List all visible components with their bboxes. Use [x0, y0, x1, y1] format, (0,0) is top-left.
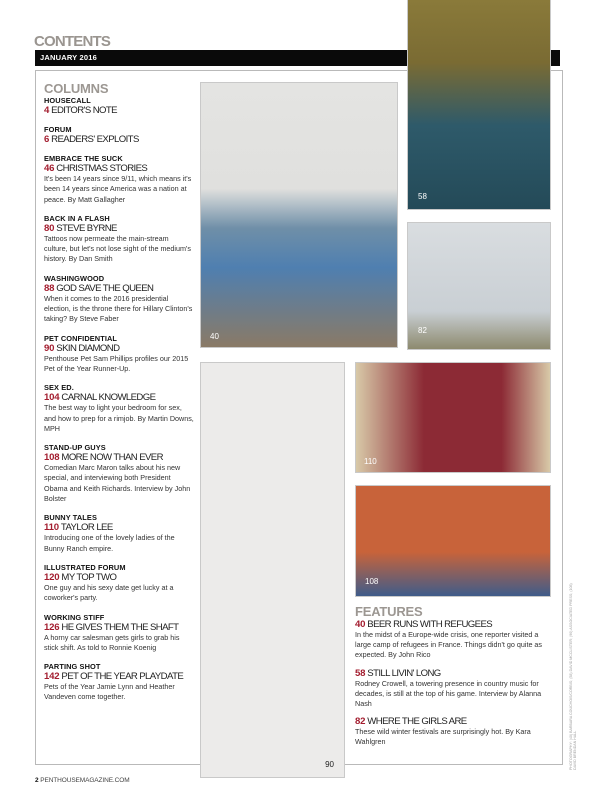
- columns-section: [44, 82, 194, 712]
- photo-placeholder: [356, 486, 550, 596]
- entry-description: Penthouse Pet Sam Phillips profiles our 2015 Pet of the Year Runner-Up.: [44, 353, 189, 373]
- issue-date: JANUARY 2016: [40, 53, 98, 62]
- toc-entry[interactable]: [355, 619, 555, 661]
- photo-refugee-camp[interactable]: [200, 82, 398, 348]
- entry-headline: [44, 163, 194, 174]
- toc-entry[interactable]: [44, 274, 194, 325]
- entry-kicker: PARTING SHOT: [44, 662, 101, 672]
- toc-entry[interactable]: [44, 662, 194, 703]
- entry-title: GOD SAVE THE QUEEN: [56, 282, 154, 294]
- entry-kicker: PET CONFIDENTIAL: [44, 333, 118, 343]
- entry-headline: [44, 283, 194, 294]
- toc-entry[interactable]: [44, 613, 194, 654]
- page-number: 120: [44, 571, 60, 583]
- features-heading: FEATURES: [355, 604, 423, 619]
- entry-description: A horny car salesman gets girls to grab his stick shift. As told to Ronnie Koenig: [44, 632, 180, 652]
- page-footer: [35, 777, 130, 784]
- toc-entry[interactable]: [44, 96, 194, 116]
- entry-title: HE GIVES THEM THE SHAFT: [61, 621, 179, 633]
- entry-title: READERS' EXPLOITS: [51, 134, 139, 145]
- toc-entry[interactable]: [355, 716, 555, 747]
- entry-kicker: SEX ED.: [44, 383, 74, 393]
- photo-placeholder: [201, 363, 344, 777]
- toc-entry[interactable]: [44, 443, 194, 504]
- entry-kicker: BUNNY TALES: [44, 513, 97, 523]
- entry-headline: [355, 716, 555, 727]
- photo-page-label: 82: [418, 326, 427, 335]
- entry-headline: [44, 572, 194, 583]
- page-number: 6: [44, 134, 50, 145]
- entry-headline: [44, 622, 194, 633]
- page-number: 4: [44, 105, 50, 116]
- entry-description: Pets of the Year Jamie Lynn and Heather Vandeven come together.: [44, 682, 175, 702]
- photo-red-chair[interactable]: [355, 362, 551, 473]
- entry-kicker: ILLUSTRATED FORUM: [44, 562, 126, 572]
- entry-description: These wild winter festivals are surprisingly hot. By Kara Wahlgren: [355, 727, 531, 747]
- footer-page-number: 2: [35, 777, 39, 784]
- footer-site[interactable]: PENTHOUSEMAGAZINE.COM: [40, 777, 130, 784]
- page-number: 82: [355, 716, 366, 728]
- entry-kicker: EMBRACE THE SUCK: [44, 154, 123, 163]
- toc-entry[interactable]: [44, 154, 194, 205]
- toc-entry[interactable]: [355, 668, 555, 710]
- entry-title: PET OF THE YEAR PLAYDATE: [61, 671, 184, 683]
- photo-page-label: 90: [325, 760, 334, 769]
- page-number: 40: [355, 619, 366, 630]
- page-number: 46: [44, 163, 55, 174]
- entry-description: One guy and his sexy date get lucky at a coworker's party.: [44, 582, 174, 603]
- photo-placeholder: [356, 363, 550, 472]
- page-number: 90: [44, 342, 55, 354]
- page-number: 108: [44, 452, 60, 464]
- entry-title: BEER RUNS WITH REFUGEES: [367, 619, 493, 630]
- page-number: 80: [44, 222, 55, 234]
- page-number: 142: [44, 671, 60, 683]
- entry-headline: [44, 105, 194, 116]
- entry-headline: [44, 452, 194, 463]
- photo-snow-festival[interactable]: [407, 222, 551, 350]
- entry-title: SKIN DIAMOND: [56, 342, 120, 354]
- entry-kicker: WORKING STIFF: [44, 612, 105, 622]
- entry-title: EDITOR'S NOTE: [51, 105, 117, 116]
- page-title: CONTENTS: [34, 33, 111, 50]
- entry-title: MORE NOW THAN EVER: [61, 452, 163, 464]
- toc-entry[interactable]: [44, 383, 194, 434]
- entry-title: TAYLOR LEE: [60, 522, 113, 534]
- entry-description: It's been 14 years since 9/11, which means it's been 14 years since America was a nation at peace. By Matt Gallagher: [44, 174, 192, 204]
- entry-kicker: BACK IN A FLASH: [44, 213, 110, 223]
- entry-kicker: FORUM: [44, 125, 72, 134]
- entry-title: MY TOP TWO: [61, 571, 117, 583]
- entry-headline: [44, 392, 194, 403]
- entry-title: CHRISTMAS STORIES: [56, 163, 148, 174]
- entry-title: STILL LIVIN' LONG: [367, 667, 441, 679]
- toc-entry[interactable]: [44, 563, 194, 604]
- features-section: [355, 605, 555, 755]
- entry-headline: [44, 671, 194, 682]
- entry-headline: [44, 343, 194, 354]
- photo-pinup-standing[interactable]: [200, 362, 345, 778]
- entry-description: In the midst of a Europe-wide crisis, one reporter visited a large camp of refugees in France. Things didn't go quite as expected. By John Rico: [355, 630, 543, 660]
- page-number: 110: [44, 522, 59, 534]
- entry-headline: [44, 522, 194, 533]
- entry-kicker: HOUSECALL: [44, 96, 91, 105]
- page-number: 126: [44, 621, 60, 633]
- photo-placeholder: [408, 223, 550, 349]
- photo-man-in-hat[interactable]: [407, 0, 551, 210]
- entry-description: Rodney Crowell, a towering presence in country music for decades, is still at the top of his game. Interview by Alanna Nash: [355, 678, 542, 709]
- entry-kicker: WASHINGWOOD: [44, 273, 105, 283]
- entry-description: Introducing one of the lovely ladies of the Bunny Ranch empire.: [44, 533, 175, 553]
- photo-page-label: 108: [365, 577, 379, 586]
- entry-headline: [44, 223, 194, 234]
- photo-placeholder: [408, 0, 550, 209]
- entry-headline: [355, 668, 555, 679]
- photo-page-label: 110: [364, 457, 377, 466]
- toc-entry[interactable]: [44, 513, 194, 554]
- photo-comedian-portrait[interactable]: [355, 485, 551, 597]
- entry-description: The best way to light your bedroom for sex, and how to prep for a rimjob. By Martin Downs, MPH: [44, 403, 194, 433]
- entry-description: Tattoos now permeate the main-stream culture, but let's not lose sight of the medium's history. By Dan Smith: [44, 233, 191, 264]
- entry-title: CARNAL KNOWLEDGE: [61, 392, 156, 404]
- photo-credit: PHOTOGRAPHY: (40) BARBARA COUCHOIS/CORBIS; (58) DAVID MCCLISTER; (90) ASSOCIATED PRESS; (108) DAVID BRENDAN HALL: [569, 583, 578, 770]
- photo-placeholder: [201, 83, 397, 347]
- entry-title: STEVE BYRNE: [56, 222, 117, 234]
- photo-page-label: 58: [418, 192, 427, 201]
- photo-page-label: 40: [210, 332, 219, 341]
- toc-entry[interactable]: [44, 334, 194, 375]
- entry-description: Comedian Marc Maron talks about his new special, and interviewing both President Obama and Keith Richards. Interview by John Bolster: [44, 463, 191, 504]
- entry-headline: [355, 619, 555, 630]
- columns-heading: COLUMNS: [44, 81, 109, 96]
- entry-description: When it comes to the 2016 presidential election, is the throne there for Hillary Clinton's taking? By Steve Faber: [44, 293, 193, 324]
- page-number: 88: [44, 282, 55, 294]
- page-number: 104: [44, 392, 60, 404]
- entry-headline: [44, 134, 194, 145]
- entry-title: WHERE THE GIRLS ARE: [367, 716, 467, 728]
- toc-entry[interactable]: [44, 125, 194, 145]
- entry-kicker: STAND-UP GUYS: [44, 443, 106, 453]
- page-number: 58: [355, 667, 366, 679]
- toc-entry[interactable]: [44, 214, 194, 265]
